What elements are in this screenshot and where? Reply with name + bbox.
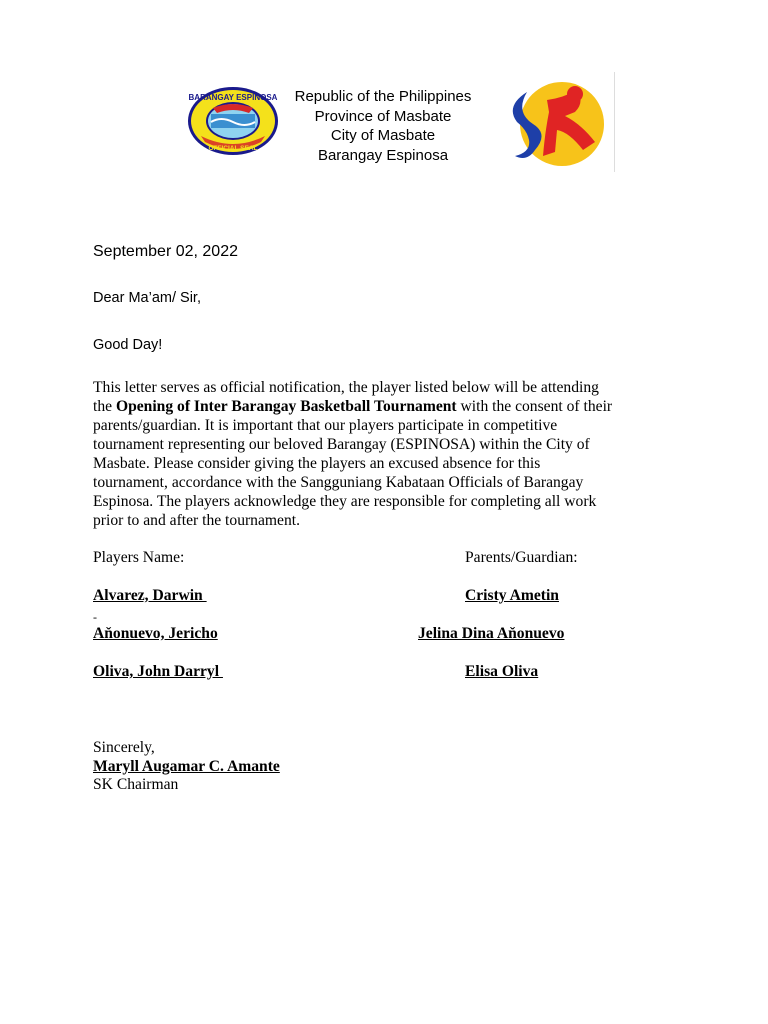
body-text: with the consent of their — [456, 398, 613, 415]
closing: Sincerely, — [93, 739, 155, 756]
player-name: Aňonuevo, Jericho — [93, 625, 218, 642]
svg-text:OFFICIAL SEAL: OFFICIAL SEAL — [208, 145, 258, 152]
signer-title: SK Chairman — [93, 776, 179, 793]
header-province: Province of Masbate — [314, 107, 452, 125]
body-line: Espinosa. The players acknowledge they are responsible for completing all work — [93, 493, 597, 510]
barangay-seal-logo — [187, 86, 279, 156]
letter-date: September 02, 2022 — [93, 243, 238, 260]
event-name: Opening of Inter Barangay Basketball Tournament — [115, 398, 457, 415]
body-line — [93, 397, 693, 416]
header-republic: Republic of the Philippines — [294, 88, 472, 105]
signer-name: Maryll Augamar C. Amante — [93, 758, 280, 775]
letter-body — [93, 378, 693, 530]
header-barangay: Barangay Espinosa — [317, 147, 449, 165]
guardian-name: Cristy Ametin — [465, 587, 559, 604]
sk-logo — [505, 72, 615, 172]
parents-guardian-label: Parents/Guardian: — [465, 549, 578, 566]
player-name: Oliva, John Darryl — [93, 663, 223, 680]
body-line: prior to and after the tournament. — [93, 512, 300, 529]
body-line: Masbate. Please consider giving the players an excused absence for this — [93, 455, 541, 472]
guardian-name: Jelina Dina Aňonuevo — [418, 625, 565, 642]
body-line: parents/guardian. It is important that our players participate in competitive — [93, 417, 558, 434]
greeting: Good Day! — [93, 337, 163, 353]
player-name: Alvarez, Darwin — [93, 587, 207, 604]
players-name-label: Players Name: — [93, 549, 185, 566]
header-city: City of Masbate — [330, 127, 436, 145]
guardian-name: Elisa Oliva — [465, 663, 539, 680]
stray-mark: - — [93, 610, 97, 624]
body-line: tournament, accordance with the Sangguniang Kabataan Officials of Barangay — [93, 474, 584, 491]
body-line: tournament representing our beloved Barangay (ESPINOSA) within the City of — [93, 436, 590, 453]
body-line: This letter serves as official notification, the player listed below will be attending — [93, 379, 599, 396]
svg-text:BARANGAY ESPINOSA: BARANGAY ESPINOSA — [188, 93, 278, 102]
body-text: the — [93, 398, 116, 415]
salutation: Dear Ma’am/ Sir, — [93, 290, 201, 306]
letterhead — [268, 87, 498, 166]
